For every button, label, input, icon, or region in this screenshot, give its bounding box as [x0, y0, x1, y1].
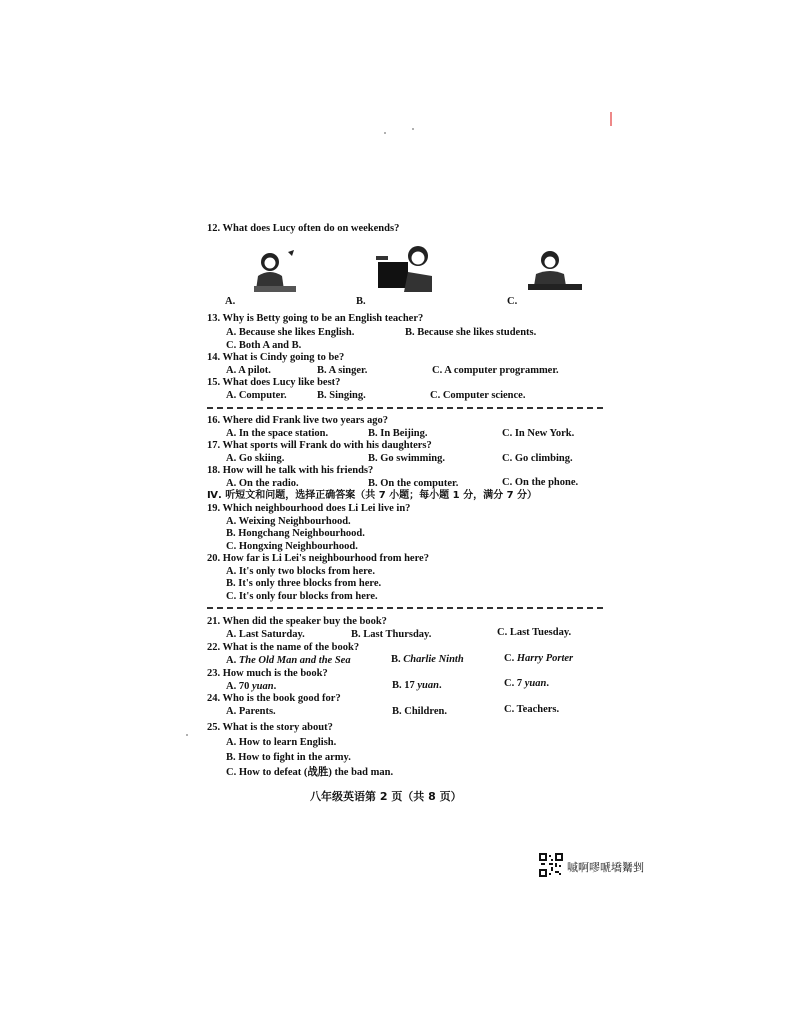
- question-24: 24. Who is the book good for?: [207, 693, 341, 704]
- question-12: 12. What does Lucy often do on weekends?: [207, 223, 400, 234]
- boy-computer-icon: [376, 242, 436, 300]
- q23-c-num: C. 7: [504, 678, 525, 689]
- q14-option-a: A. A pilot.: [226, 365, 271, 376]
- section-4-heading: Ⅳ. 听短文和问题，选择正确答案（共 7 小题；每小题 1 分，满分 7 分）: [207, 490, 538, 501]
- q22-c-prefix: C.: [504, 653, 517, 664]
- q18-option-a: A. On the radio.: [226, 478, 299, 489]
- q18-option-b: B. On the computer.: [368, 478, 459, 489]
- question-13: 13. Why is Betty going to be an English teacher?: [207, 313, 424, 324]
- question-19: 19. Which neighbourhood does Li Lei live in?: [207, 503, 411, 514]
- q19-option-b: B. Hongchang Neighbourhood.: [226, 528, 365, 539]
- q13-option-a: A. Because she likes English.: [226, 327, 355, 338]
- question-17: 17. What sports will Frank do with his daughters?: [207, 440, 432, 451]
- question-22: 22. What is the name of the book?: [207, 642, 360, 653]
- q24-option-c: C. Teachers.: [504, 704, 560, 715]
- q12-option-b: B.: [356, 296, 366, 307]
- q23-a-num: A. 70: [226, 681, 252, 692]
- question-15: 15. What does Lucy like best?: [207, 377, 341, 388]
- q23-b-num: B. 17: [392, 680, 418, 691]
- q17-option-b: B. Go swimming.: [368, 453, 446, 464]
- q17-option-c: C. Go climbing.: [502, 453, 573, 464]
- q23-c-end: .: [546, 678, 549, 689]
- watermark-text: 嘁啊嘐嗁墧觺剉: [567, 861, 644, 874]
- q12-option-c: C.: [507, 296, 518, 307]
- question-23: 23. How much is the book?: [207, 668, 328, 679]
- q22-c-title: Harry Porter: [516, 653, 574, 664]
- q15-option-a: A. Computer.: [226, 390, 287, 401]
- q23-a-unit: yuan: [251, 681, 274, 692]
- q24-option-b: B. Children.: [392, 706, 447, 717]
- q13-option-b: B. Because she likes students.: [405, 327, 537, 338]
- q16-option-a: A. In the space station.: [226, 428, 329, 439]
- q25-option-a: A. How to learn English.: [226, 737, 337, 748]
- q22-option-a: [226, 655, 351, 667]
- q22-a-prefix: A.: [226, 655, 239, 666]
- q23-a-end: .: [273, 681, 277, 692]
- q20-option-b: B. It's only three blocks from here.: [226, 578, 382, 589]
- q14-option-c: C. A computer programmer.: [432, 365, 559, 376]
- boy-drawing-icon: [520, 248, 584, 296]
- scan-dust: [384, 132, 386, 134]
- q22-a-title: The Old Man and the Sea: [238, 655, 351, 666]
- girl-reading-icon: [246, 246, 302, 298]
- q15-option-c: C. Computer science.: [430, 390, 526, 401]
- q21-option-a: A. Last Saturday.: [226, 629, 305, 640]
- q23-option-a: [226, 681, 276, 693]
- q22-b-prefix: B.: [391, 654, 404, 665]
- q23-b-end: .: [438, 680, 442, 691]
- q22-option-c: [504, 653, 573, 665]
- q16-option-b: B. In Beijing.: [368, 428, 428, 439]
- page-footer: 八年级英语第 2 页（共 8 页）: [310, 790, 462, 803]
- q23-option-c: [504, 678, 549, 690]
- q22-b-title: Charlie Ninth: [403, 654, 464, 665]
- q22-option-b: [391, 654, 464, 666]
- section-divider: [207, 407, 603, 409]
- q18-option-c: C. On the phone.: [502, 477, 579, 488]
- q25-option-c: C. How to defeat (战胜) the bad man.: [226, 767, 394, 778]
- q23-c-unit: yuan: [524, 678, 547, 689]
- scan-edge-mark: [610, 112, 612, 126]
- q21-option-b: B. Last Thursday.: [351, 629, 432, 640]
- q12-option-a: A.: [225, 296, 236, 307]
- section-divider: [207, 607, 603, 609]
- question-21: 21. When did the speaker buy the book?: [207, 616, 387, 627]
- qr-code-icon: [539, 853, 563, 877]
- question-25: 25. What is the story about?: [207, 722, 333, 733]
- q14-option-b: B. A singer.: [317, 365, 368, 376]
- q19-option-a: A. Weixing Neighbourhood.: [226, 516, 351, 527]
- q19-option-c: C. Hongxing Neighbourhood.: [226, 541, 358, 552]
- question-14: 14. What is Cindy going to be?: [207, 352, 345, 363]
- q20-option-a: A. It's only two blocks from here.: [226, 566, 375, 577]
- scan-dust: [186, 734, 188, 736]
- q16-option-c: C. In New York.: [502, 428, 575, 439]
- question-20: 20. How far is Li Lei's neighbourhood from here?: [207, 553, 429, 564]
- q15-option-b: B. Singing.: [317, 390, 366, 401]
- q25-option-b: B. How to fight in the army.: [226, 752, 351, 763]
- q17-option-a: A. Go skiing.: [226, 453, 285, 464]
- q20-option-c: C. It's only four blocks from here.: [226, 591, 378, 602]
- q23-b-unit: yuan: [417, 680, 439, 691]
- q24-option-a: A. Parents.: [226, 706, 276, 717]
- q13-option-c: C. Both A and B.: [226, 340, 302, 351]
- q23-option-b: [392, 680, 442, 692]
- question-16: 16. Where did Frank live two years ago?: [207, 415, 389, 426]
- question-18: 18. How will he talk with his friends?: [207, 465, 374, 476]
- scan-dust: [412, 128, 414, 130]
- q21-option-c: C. Last Tuesday.: [497, 627, 572, 638]
